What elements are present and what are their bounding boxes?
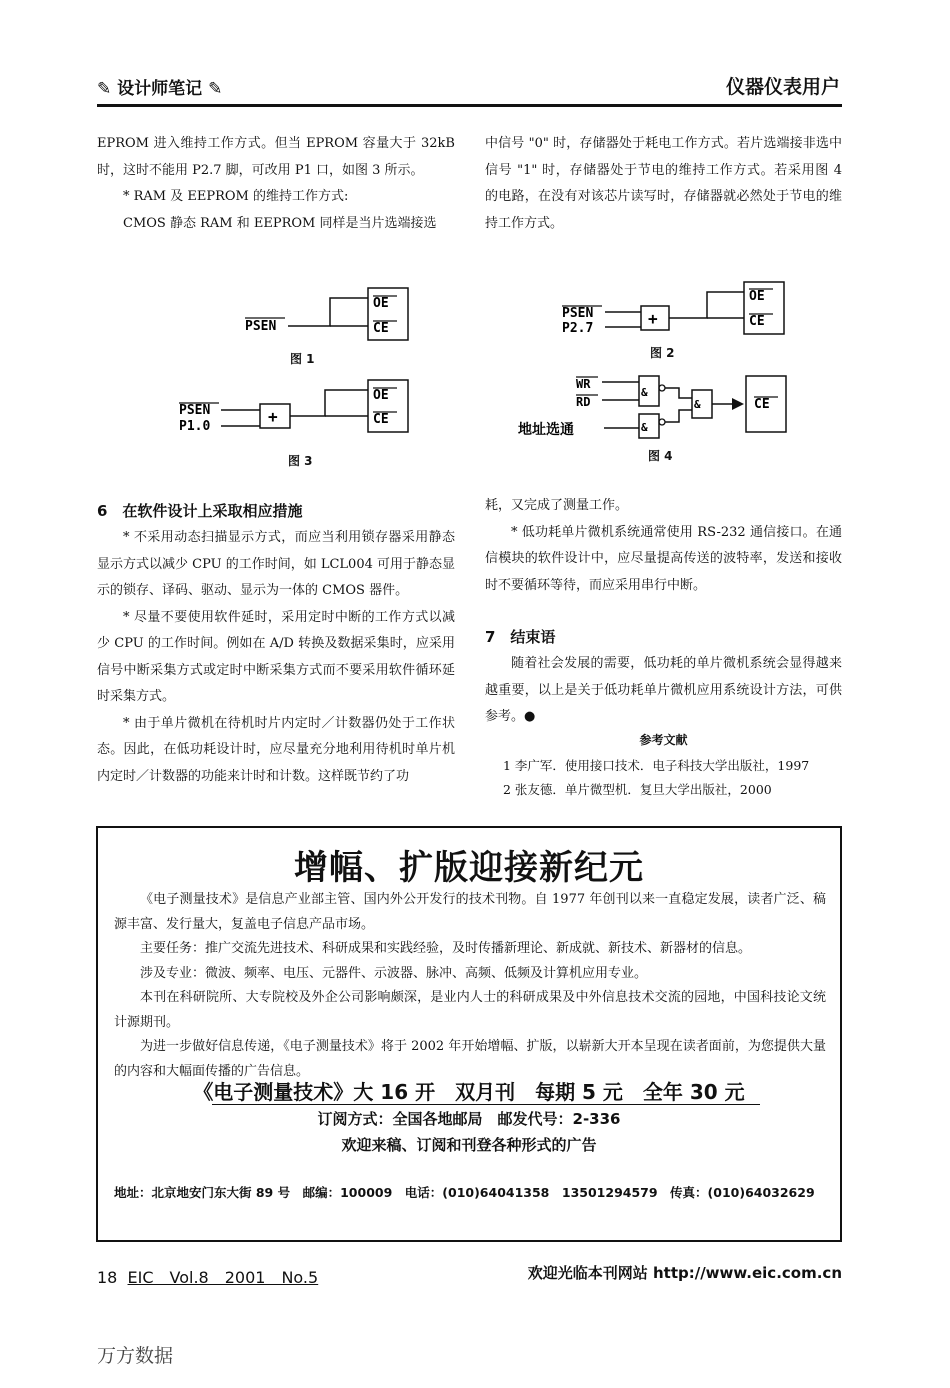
gate-symbol: + bbox=[648, 309, 658, 328]
section-title: 6 在软件设计上采取相应措施 bbox=[97, 502, 303, 520]
right-column-mid bbox=[485, 493, 842, 599]
ad-paragraph: 本刊在科研院所、大专院校及外企公司影响颇深，是业内人士的科研成果及中外信息技术交流的园地，中国科技论文统计源期刊。 bbox=[114, 990, 826, 1030]
paragraph: * 尽量不要使用软件延时，采用定时中断的工作方式以减少 CPU 的工作时间。例如在 A/D 转换及数据采集时，应采用信号中断采集方式或定时中断采集方式而不要采用软件循环延时采集方式。 bbox=[97, 609, 455, 704]
figure-3-caption: 图 3 bbox=[288, 454, 313, 468]
paragraph: EPROM 进入维持工作方式。但当 EPROM 容量大于 32kB 时，这时不能用 P2.7 脚，可改用 P1 口，如图 3 所示。 bbox=[97, 136, 455, 178]
right-column-top bbox=[485, 131, 842, 237]
references bbox=[485, 731, 842, 802]
paragraph: * RAM 及 EEPROM 的维持工作方式: bbox=[123, 189, 349, 204]
p27-label: P2.7 bbox=[562, 321, 594, 336]
reference-item: 1 李广军．使用接口技术．电子科技大学出版社，1997 bbox=[503, 758, 810, 773]
figure-2-diagram bbox=[557, 280, 787, 340]
ad-paragraph: 涉及专业：微波、频率、电压、元器件、示波器、脉冲、高频、低频及计算机应用专业。 bbox=[140, 965, 648, 981]
ad-paragraph: 《电子测量技术》是信息产业部主管、国内外公开发行的技术刊物。自 1977 年创刊以来一直稳定发展，读者广泛、稿源丰富、发行量大，复盖电子信息产品市场。 bbox=[114, 892, 826, 932]
paragraph: * 不采用动态扫描显示方式，而应当利用锁存器采用静态显示方式以减少 CPU 的工作时间，如 LCL004 可用于静态显示的锁存、译码、驱动、显示为一体的 CMOS 器件。 bbox=[97, 530, 455, 598]
paragraph: 中信号 "0" 时，存储器处于耗电工作方式。若片选端接非选中信号 "1" 时，存储器处于节电的维持工作方式。若采用图 4 的电路，在没有对该芯片读写时，存储器就必然处于节电的维持工作方式。 bbox=[485, 136, 842, 231]
section-7 bbox=[485, 623, 842, 731]
section-title: 7 结束语 bbox=[485, 628, 556, 646]
running-header-left bbox=[97, 74, 222, 99]
ad-subscribe: 订阅方式：全国各地邮局 邮发代号：2-336 bbox=[317, 1110, 621, 1128]
figure-3-diagram bbox=[175, 374, 415, 444]
watermark: 万方数据 bbox=[97, 1345, 174, 1367]
figure-4-caption: 图 4 bbox=[648, 449, 673, 463]
address-strobe-label: 地址选通 bbox=[518, 422, 574, 438]
gate-symbol: & bbox=[641, 386, 648, 399]
paragraph: * 由于单片微机在待机时片内定时／计数器仍处于工作状态。因此，在低功耗设计时，应尽量充分地利用待机时单片机内定时／计数器的功能来计时和计数。这样既节约了功 bbox=[97, 715, 455, 784]
figure-2-caption: 图 2 bbox=[650, 346, 675, 360]
reference-item: 2 张友德．单片微型机．复旦大学出版社，2000 bbox=[503, 782, 772, 797]
gate-symbol: + bbox=[268, 407, 278, 426]
header-rule bbox=[97, 104, 842, 107]
ad-price-line: 《电子测量技术》大 16 开 双月刊 每期 5 元 全年 30 元 bbox=[193, 1080, 745, 1104]
oe-pin-label: OE bbox=[373, 296, 389, 311]
references-title: 参考文献 bbox=[639, 733, 688, 747]
page-footer-left bbox=[97, 1265, 318, 1288]
paragraph: 耗，又完成了测量工作。 bbox=[485, 498, 629, 513]
psen-label: PSEN bbox=[245, 319, 277, 334]
psen-label: PSEN bbox=[179, 403, 211, 418]
psen-label: PSEN bbox=[562, 306, 594, 321]
section-6 bbox=[97, 497, 455, 790]
column-title: 设计师笔记 bbox=[117, 79, 203, 99]
paragraph: CMOS 静态 RAM 和 EEPROM 同样是当片选端接选 bbox=[123, 215, 437, 231]
figure-1-caption: 图 1 bbox=[290, 352, 315, 366]
ce-pin-label: CE bbox=[754, 397, 770, 412]
figure-1-diagram bbox=[240, 282, 420, 348]
gate-symbol: & bbox=[641, 421, 648, 434]
ad-price-rule bbox=[212, 1104, 760, 1105]
ad-title: 增幅、扩版迎接新纪元 bbox=[294, 848, 644, 888]
rd-label: RD bbox=[576, 395, 591, 409]
wr-label: WR bbox=[576, 377, 591, 391]
pen-icon: ✎ bbox=[97, 79, 112, 99]
paragraph: 随着社会发展的需要，低功耗的单片微机系统会显得越来越重要，以上是关于低功耗单片微机应用系统设计方法，可供参考。● bbox=[485, 656, 842, 724]
gate-symbol: & bbox=[694, 398, 701, 411]
ce-pin-label: CE bbox=[373, 321, 389, 336]
pen-icon: ✎ bbox=[208, 79, 223, 99]
p10-label: P1.0 bbox=[179, 419, 211, 434]
ce-pin-label: CE bbox=[373, 412, 389, 427]
journal-info: EIC Vol.8 2001 No.5 bbox=[127, 1268, 319, 1287]
running-header-right: 仪器仪表用户 bbox=[725, 76, 840, 98]
website-line: 欢迎光临本刊网站 http://www.eic.com.cn bbox=[527, 1264, 842, 1282]
ad-address: 地址：北京地安门东大街 89 号 邮编：100009 电话：(010)64041358 13501294579 传真：(010)64032629 bbox=[114, 1185, 815, 1200]
ce-pin-label: CE bbox=[749, 314, 765, 329]
oe-pin-label: OE bbox=[749, 289, 765, 304]
ad-paragraph: 为进一步做好信息传递，《电子测量技术》将于 2002 年开始增幅、扩版，以崭新大开本呈现在读者面前，为您提供大量的内容和大幅面传播的广告信息。 bbox=[114, 1039, 826, 1079]
paragraph: * 低功耗单片微机系统通常使用 RS-232 通信接口。在通信模块的软件设计中，应尽量提高传送的波特率，发送和接收时不要循环等待，而应采用串行中断。 bbox=[485, 524, 842, 593]
page-number: 18 bbox=[97, 1268, 118, 1287]
ad-body bbox=[114, 888, 826, 1084]
figure-4-diagram bbox=[514, 370, 794, 442]
ad-paragraph: 主要任务：推广交流先进技术、科研成果和实践经验，及时传播新理论、新成就、新技术、新器材的信息。 bbox=[140, 941, 752, 956]
ad-welcome: 欢迎来稿、订阅和刊登各种形式的广告 bbox=[341, 1136, 597, 1154]
left-column-top bbox=[97, 131, 455, 237]
oe-pin-label: OE bbox=[373, 388, 389, 403]
